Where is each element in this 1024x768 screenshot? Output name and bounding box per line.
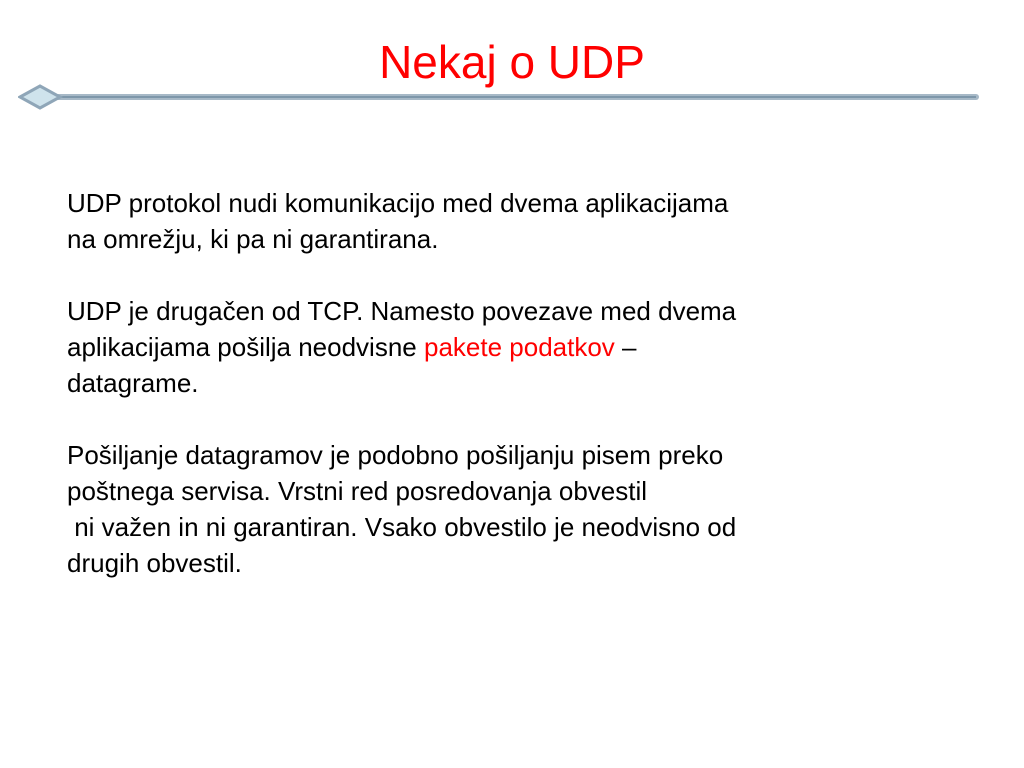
paragraph-3-line-2: poštnega servisa. Vrstni red posredovanja obvestil xyxy=(67,476,648,506)
slide-body xyxy=(67,185,967,617)
paragraph-1-line-2: na omrežju, ki pa ni garantirana. xyxy=(67,224,439,254)
title-divider xyxy=(18,82,980,114)
paragraph-2 xyxy=(67,293,967,401)
paragraph-2-line-2-suffix: – xyxy=(614,332,637,362)
paragraph-2-line-1: UDP je drugačen od TCP. Namesto povezave med dvema xyxy=(67,296,737,326)
paragraph-2-line-2 xyxy=(67,329,967,365)
paragraph-3-line-4: drugih obvestil. xyxy=(67,548,242,578)
paragraph-1-line-1: UDP protokol nudi komunikacijo med dvema aplikacijama xyxy=(67,188,729,218)
paragraph-3-line-1: Pošiljanje datagramov je podobno pošiljanju pisem preko xyxy=(67,440,724,470)
paragraph-2-line-2-prefix: aplikacijama pošilja neodvisne xyxy=(67,332,424,362)
paragraph-3 xyxy=(67,437,967,581)
paragraph-1 xyxy=(67,185,967,257)
highlight-text: pakete podatkov xyxy=(423,332,615,362)
paragraph-3-line-3: ni važen in ni garantiran. Vsako obvestilo je neodvisno od xyxy=(67,512,737,542)
paragraph-2-line-3: datagrame. xyxy=(67,368,199,398)
diamond-icon xyxy=(20,86,60,108)
slide-title: Nekaj o UDP xyxy=(379,36,645,88)
